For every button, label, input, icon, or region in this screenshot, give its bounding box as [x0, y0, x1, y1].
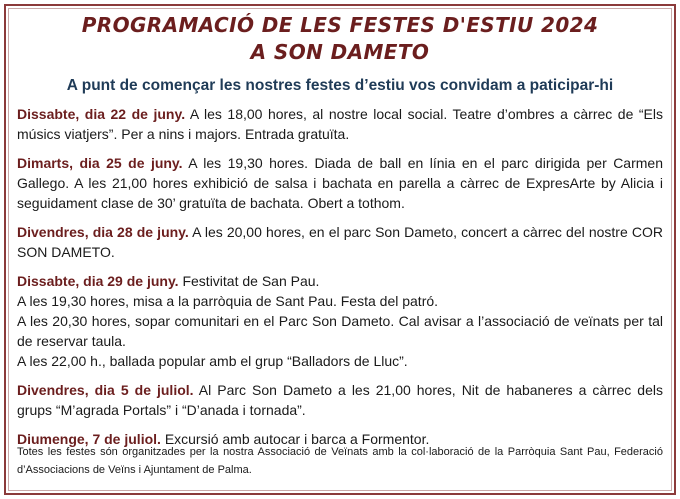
events-list: [17, 104, 663, 458]
event-item: [17, 380, 663, 420]
event-date: Dissabte, dia 22 de juny.: [17, 106, 186, 122]
event-text: Festivitat de San Pau.: [182, 273, 320, 289]
event-date: Divendres, dia 5 de juliol.: [17, 382, 194, 398]
footer-note: Totes les festes són organitzades per la nostra Associació de Veïnats amb la col·laboració de la Parròquia Sant Pau, Federació d’Associacions de Veïns i Ajuntament de Palma.: [17, 446, 663, 476]
event-date: Divendres, dia 28 de juny.: [17, 224, 189, 240]
page-title-location: A SON DAMETO: [250, 40, 430, 64]
event-text: A les 18,00 hores, al nostre local social. Teatre d’ombres a càrrec de “Els músics viatjers”. Per a nins i majors. Entrada gratuïta.: [17, 106, 664, 142]
page-subtitle: A punt de començar les nostres festes d’estiu vos convidam a paticipar-hi: [66, 77, 614, 94]
event-date: Diumenge, 7 de juliol.: [17, 431, 161, 447]
event-line: A les 19,30 hores, misa a la parròquia de Sant Pau. Festa del patró.: [17, 293, 439, 309]
event-line: A les 20,30 hores, sopar comunitari en el Parc Son Dameto. Cal avisar a l’associació de veïnats per tal de reservar taula.: [17, 313, 663, 349]
event-item: [17, 222, 663, 262]
event-text: A les 20,00 hores, en el parc Son Dameto, concert a càrrec del nostre COR SON DAMETO.: [17, 224, 663, 260]
event-text: Excursió amb autocar i barca a Formentor.: [164, 431, 430, 447]
event-date: Dimarts, dia 25 de juny.: [17, 155, 183, 171]
event-item: [17, 153, 663, 213]
event-line: A les 22,00 h., ballada popular amb el grup “Balladors de Lluc”.: [17, 353, 408, 369]
event-item: [17, 271, 663, 371]
event-text: Al Parc Son Dameto a les 21,00 hores, Nit de habaneres a càrrec dels grups “M’agrada Portals” i “D’anada i tornada”.: [17, 382, 663, 418]
page-title: PROGRAMACIÓ DE LES FESTES D'ESTIU 2024: [81, 13, 599, 37]
event-item: [17, 104, 663, 144]
event-date: Dissabte, dia 29 de juny.: [17, 273, 179, 289]
event-text: A les 19,30 hores. Diada de ball en línia en el parc dirigida per Carmen Gallego. A les 21,00 hores exhibició de salsa i bachata en parella a càrrec de ExpresArte by Alicia i seguidament clase de 30’ gratuïta de bachata. Obert a tothom.: [17, 155, 663, 211]
